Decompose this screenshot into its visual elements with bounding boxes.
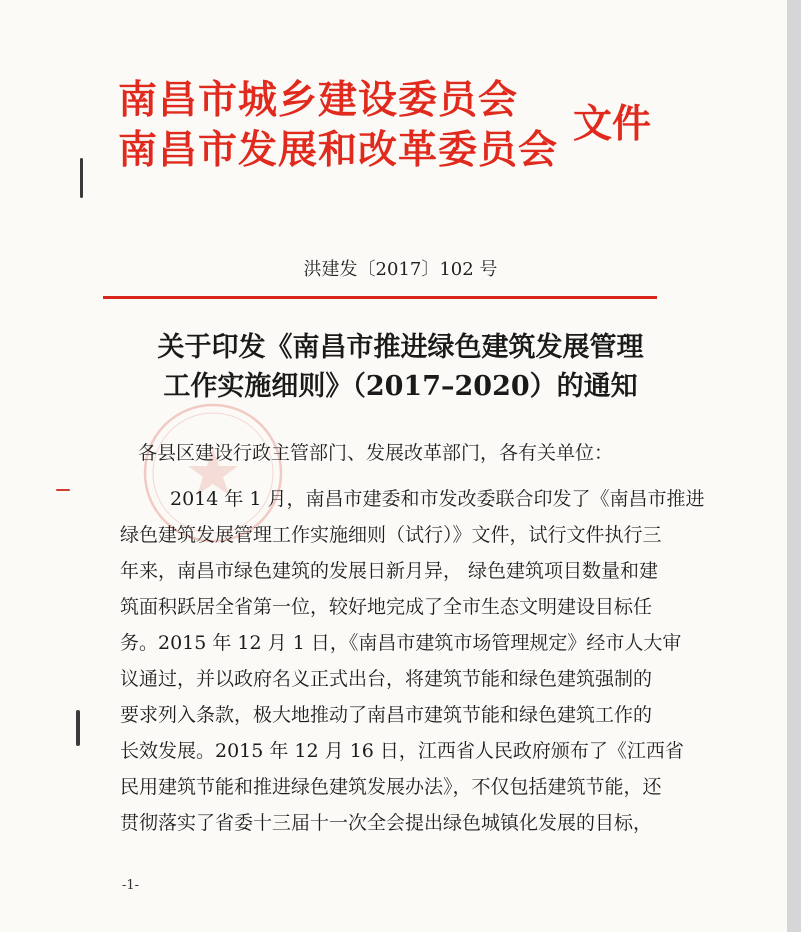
issuer-line-2: 南昌市发展和改革委员会 bbox=[118, 127, 559, 173]
salutation: 各县区建设行政主管部门、发展改革部门，各有关单位： bbox=[138, 442, 614, 464]
body-line: 长效发展。2015 年 12 月 16 日，江西省人民政府颁布了《江西省 bbox=[120, 740, 684, 762]
scan-edge bbox=[787, 0, 801, 932]
body-line: 要求列入条款，极大地推动了南昌市建筑节能和绿色建筑工作的 bbox=[120, 704, 653, 726]
body-line: 年来，南昌市绿色建筑的发展日新月异， 绿色建筑项目数量和建 bbox=[120, 560, 659, 582]
red-divider bbox=[103, 296, 657, 299]
body-line: 民用建筑节能和推进绿色建筑发展办法》，不仅包括建筑节能，还 bbox=[120, 776, 662, 798]
body-line: 议通过，并以政府名义正式出台，将建筑节能和绿色建筑强制的 bbox=[120, 668, 653, 690]
document-number: 洪建发〔2017〕102 号 bbox=[303, 259, 498, 280]
body-line: 2014 年 1 月，南昌市建委和市发改委联合印发了《南昌市推进 bbox=[170, 488, 705, 510]
scan-artifact bbox=[76, 710, 80, 746]
body-line: 贯彻落实了省委十三届十一次全会提出绿色城镇化发展的目标， bbox=[120, 812, 653, 834]
issuer-line-1: 南昌市城乡建设委员会 bbox=[118, 77, 519, 123]
body-line: 筑面积跃居全省第一位，较好地完成了全市生态文明建设目标任 bbox=[120, 596, 653, 618]
title-line-1: 关于印发《南昌市推进绿色建筑发展管理 bbox=[157, 332, 644, 363]
doc-suffix: 文件 bbox=[573, 101, 652, 147]
red-header bbox=[118, 68, 658, 178]
scan-artifact bbox=[56, 489, 70, 491]
body-line: 务。2015 年 12 月 1 日，《南昌市建筑市场管理规定》经市人大审 bbox=[120, 632, 682, 654]
scan-artifact bbox=[80, 158, 83, 198]
page-number: -1- bbox=[122, 878, 140, 893]
body-line: 绿色建筑发展管理工作实施细则（试行）》文件，试行文件执行三 bbox=[120, 524, 662, 546]
title-line-2: 工作实施细则》（2017–2020）的通知 bbox=[163, 371, 638, 402]
